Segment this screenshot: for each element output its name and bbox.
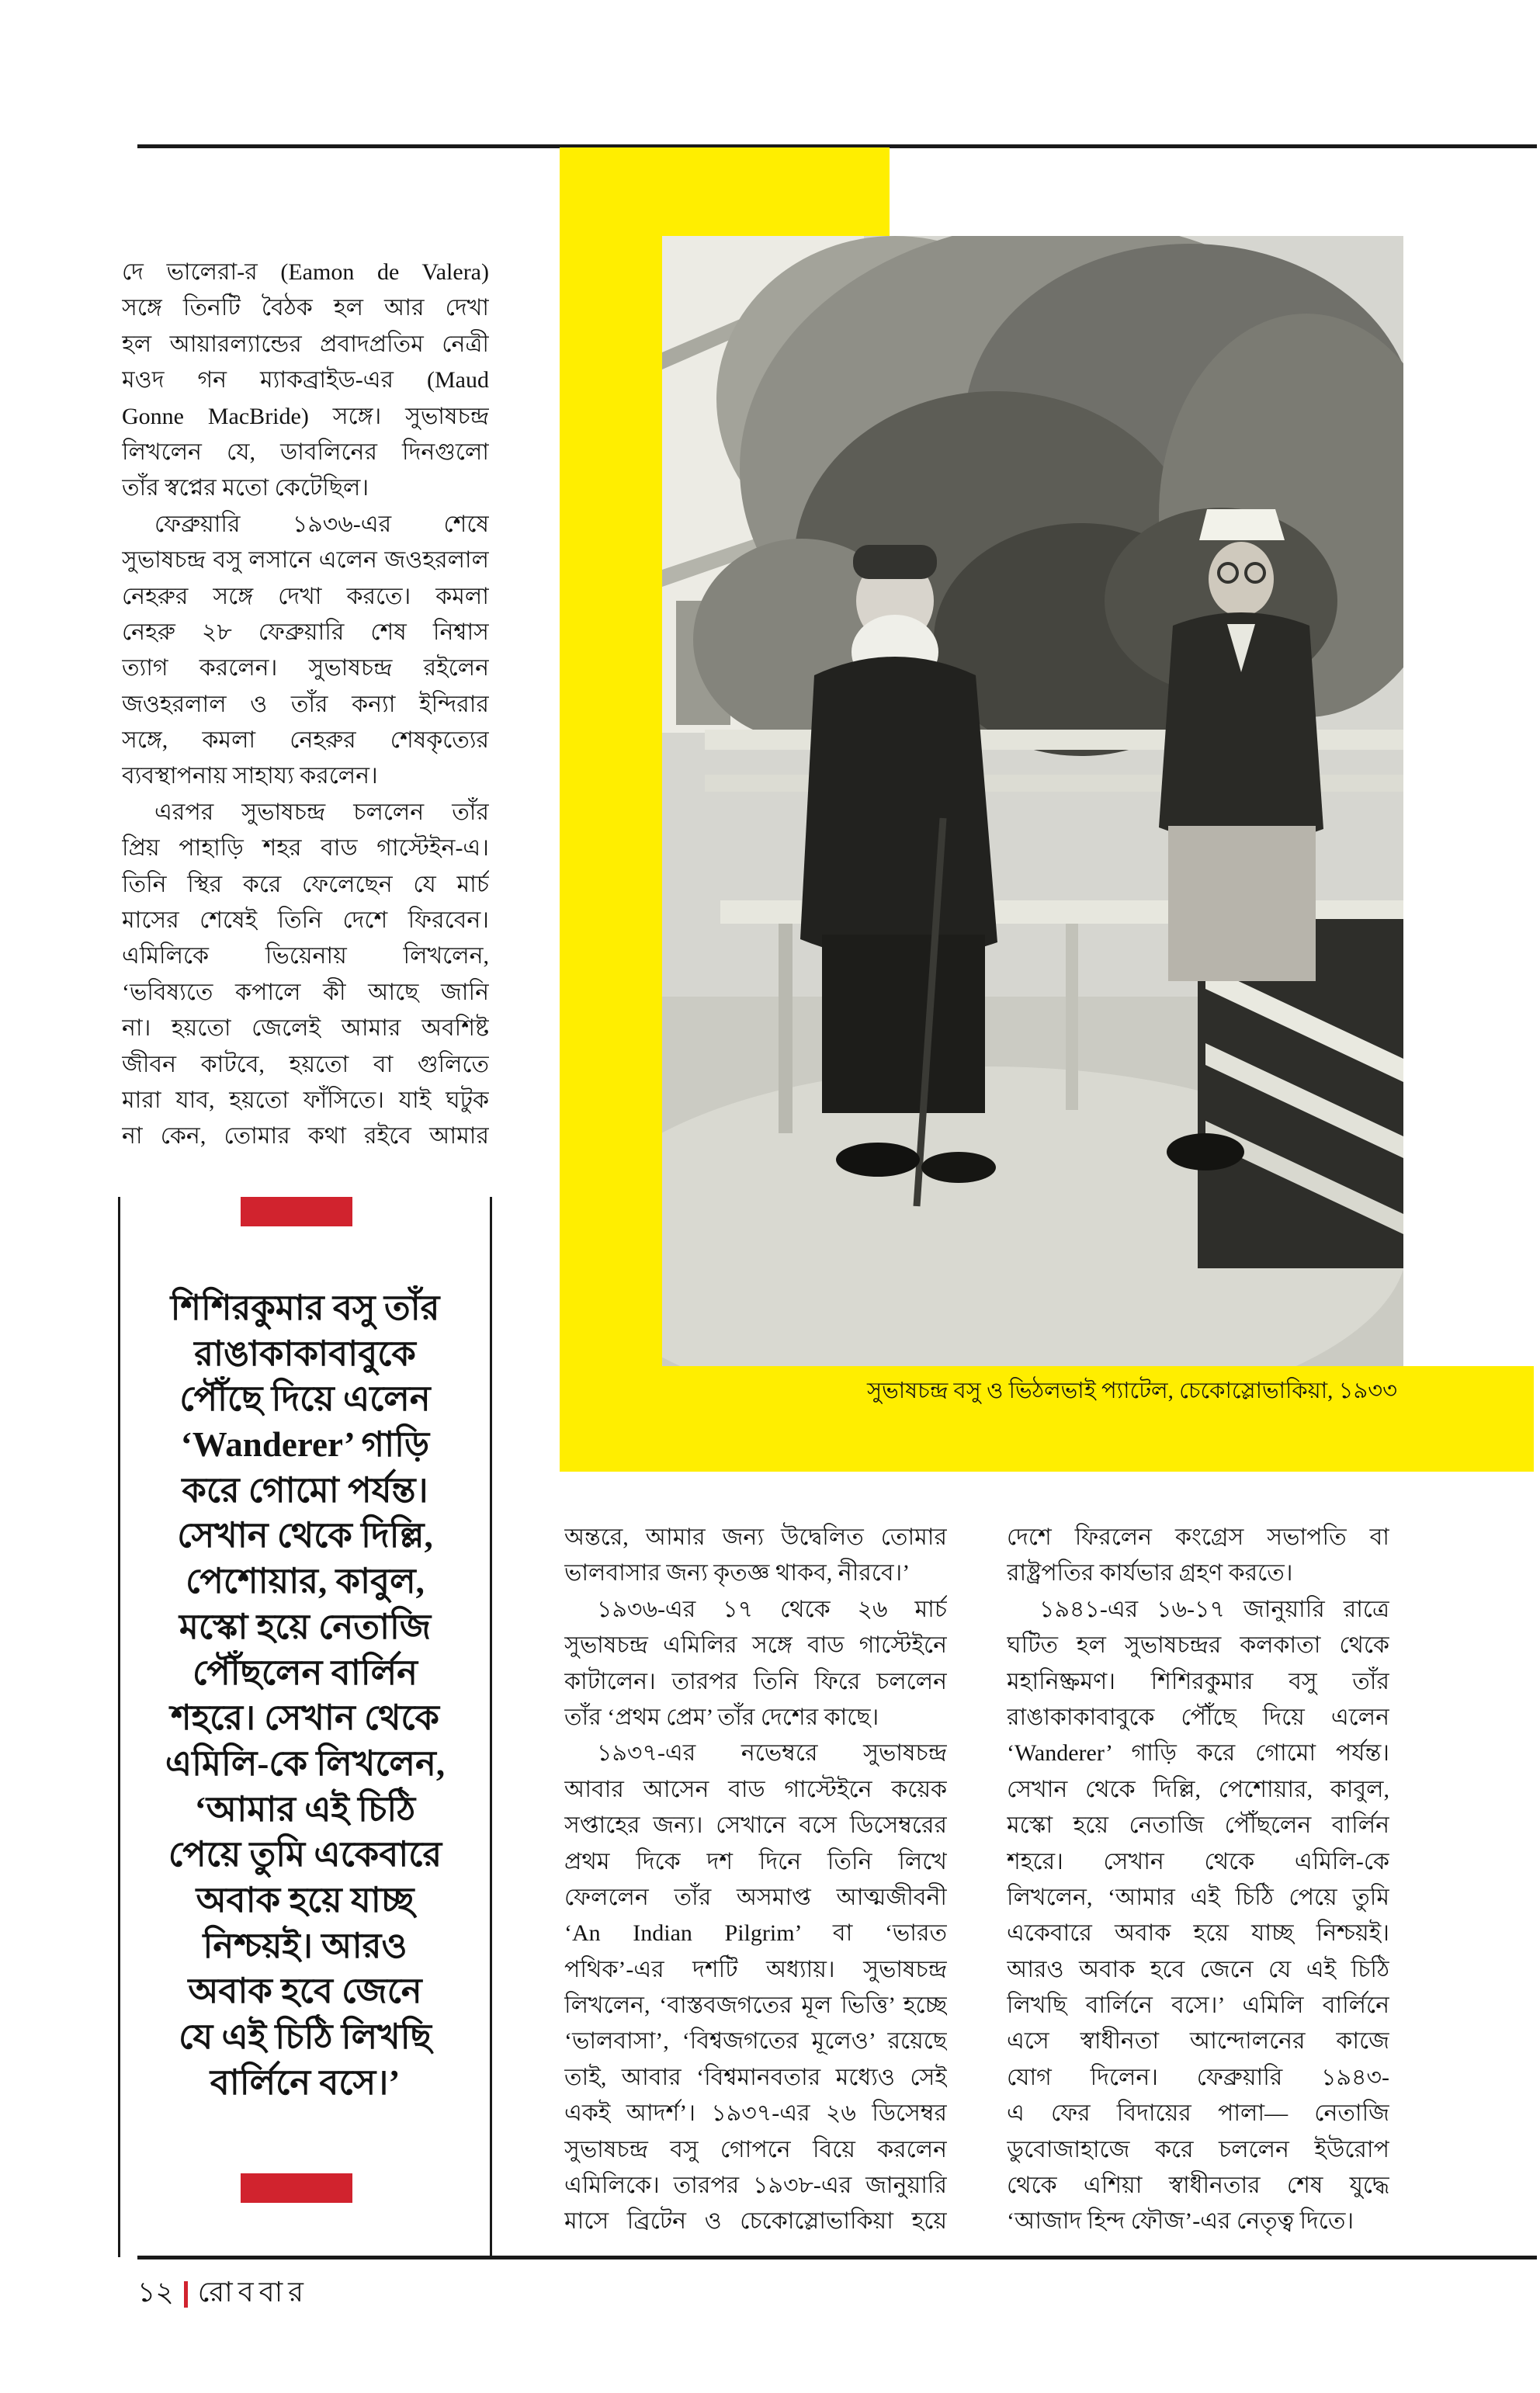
text-line: নেহরু ২৮ ফেব্রুয়ারি শেষ নিশ্বাস	[122, 619, 489, 645]
text-line: প্রিয় পাহাড়ি শহর বাড গাস্টেইন-এ।	[122, 835, 489, 862]
text-line: সুভাষচন্দ্র বসু গোপনে বিয়ে করলেন	[564, 2136, 947, 2162]
text-line: ১৯৩৭-এর নভেম্বরে সুভাষচন্দ্র	[597, 1740, 947, 1767]
photo	[662, 236, 1403, 1366]
text-line: ‘An Indian Pilgrim’ বা ‘ভারত	[564, 1920, 947, 1947]
article-column-left	[122, 255, 489, 1155]
text-line: ‘ভবিষ্যতে কপালে কী আছে জানি	[122, 979, 489, 1005]
photo-caption: সুভাষচন্দ্র বসু ও ভিঠলভাই প্যাটেল, চেকোস্লোভাকিয়া, ১৯৩৩	[867, 1379, 1397, 1403]
text-line: এমিলিকে ভিয়েনায় লিখলেন,	[122, 943, 489, 969]
text-line: এমিলি-কে লিখলেন,	[165, 1743, 446, 1783]
text-line: জীবন কাটবে, হয়তো বা গুলিতে	[122, 1051, 489, 1077]
text-line: ‘Wanderer’ গাড়ি করে গোমো পর্যন্ত।	[1007, 1740, 1389, 1767]
text-line: না। হয়তো জেলেই আমার অবশিষ্ট	[122, 1015, 489, 1042]
text-line: যে এই চিঠি লিখছি	[179, 2017, 432, 2056]
text-line: থেকে এশিয়া স্বাধীনতার শেষ যুদ্ধে	[1007, 2173, 1389, 2199]
text-line: রাষ্ট্রপতির কার্যভার গ্রহণ করতে।	[1007, 1560, 1293, 1587]
text-line: পথিক’-এর দশটি অধ্যায়। সুভাষচন্দ্র	[564, 1956, 947, 1982]
text-line: আবার আসেন বাড গাস্টেইনে কয়েক	[564, 1776, 947, 1802]
text-line: শহরে। সেখান থেকে এমিলি-কে	[1007, 1848, 1389, 1875]
text-line: ভালবাসার জন্য কৃতজ্ঞ থাকব, নীরবে।’	[564, 1560, 910, 1587]
text-line: শিশিরকুমার বসু তাঁর	[170, 1288, 440, 1327]
footer-red-separator	[184, 2281, 188, 2308]
text-line: পেশোয়ার, কাবুল,	[186, 1562, 425, 1601]
footer-rule	[137, 2256, 1537, 2259]
pull-quote-bottom-red-bar	[241, 2173, 352, 2203]
text-line: ১৯৪১-এর ১৬-১৭ জানুয়ারি রাত্রে	[1039, 1596, 1389, 1622]
text-line: ফেললেন তাঁর অসমাপ্ত আত্মজীবনী	[564, 1884, 947, 1910]
text-line: কাটালেন। তারপর তিনি ফিরে চললেন	[564, 1668, 947, 1694]
text-line: লিখছি বার্লিনে বসে।’ এমিলি বার্লিনে	[1007, 1992, 1389, 2019]
text-line: অন্তরে, আমার জন্য উদ্বেলিত তোমার	[564, 1524, 947, 1550]
text-line: না কেন, তোমার কথা রইবে আমার	[122, 1123, 489, 1150]
text-line: সঙ্গে তিনটি বৈঠক হল আর দেখা	[122, 295, 489, 321]
text-line: পেয়ে তুমি একেবারে	[168, 1835, 442, 1875]
text-line: মওদ গন ম্যাকব্রাইড-এর (Maud	[122, 367, 489, 394]
text-line: রাঙাকাকাবাবুকে	[194, 1333, 416, 1373]
text-line: ‘Wanderer’ গাড়ি	[180, 1425, 430, 1465]
pull-quote-left-rule	[118, 1197, 120, 2257]
text-line: মস্কো হয়ে নেতাজি পৌঁছলেন বার্লিন	[1007, 1812, 1389, 1839]
text-line: এরপর সুভাষচন্দ্র চললেন তাঁর	[154, 799, 489, 825]
text-line: ১৯৩৬-এর ১৭ থেকে ২৬ মার্চ	[597, 1596, 947, 1622]
text-line: একই আদর্শ’। ১৯৩৭-এর ২৬ ডিসেম্বর	[564, 2100, 947, 2127]
text-line: এসে স্বাধীনতা আন্দোলনের কাজে	[1007, 2028, 1389, 2055]
text-line: তিনি স্থির করে ফেলেছেন যে মার্চ	[122, 871, 489, 897]
text-line: মহানিষ্ক্রমণ। শিশিরকুমার বসু তাঁর	[1007, 1668, 1389, 1694]
text-line: পৌঁছলেন বার্লিন	[192, 1653, 418, 1692]
text-line: সুভাষচন্দ্র বসু লসানে এলেন জওহরলাল	[122, 547, 489, 574]
text-line: এমিলিকে। তারপর ১৯৩৮-এর জানুয়ারি	[564, 2173, 947, 2199]
text-line: করে গোমো পর্যন্ত।	[182, 1470, 428, 1510]
pull-quote-right-rule	[490, 1197, 492, 2257]
text-line: ব্যবস্থাপনায় সাহায্য করলেন।	[122, 763, 378, 789]
magazine-name: রোববার	[197, 2277, 309, 2308]
text-line: ‘ভালবাসা’, ‘বিশ্বজগতের মূলেও’ রয়েছে	[564, 2028, 947, 2055]
text-line: সপ্তাহের জন্য। সেখানে বসে ডিসেম্বরের	[564, 1812, 947, 1839]
text-line: যোগ দিলেন। ফেব্রুয়ারি ১৯৪৩-	[1007, 2064, 1389, 2090]
text-line: বার্লিনে বসে।’	[210, 2062, 401, 2102]
text-line: ‘আজাদ হিন্দ ফৌজ’-এর নেতৃত্ব দিতে।	[1007, 2208, 1354, 2235]
text-line: প্রথম দিকে দশ দিনে তিনি লিখে	[564, 1848, 947, 1875]
text-line: জওহরলাল ও তাঁর কন্যা ইন্দিরার	[122, 691, 489, 717]
text-line: হল আয়ারল্যান্ডের প্রবাদপ্রতিম নেত্রী	[122, 331, 489, 357]
article-column-middle	[564, 1520, 947, 2240]
text-line: রাঙাকাকাবাবুকে পৌঁছে দিয়ে এলেন	[1007, 1704, 1389, 1730]
text-line: সঙ্গে, কমলা নেহরুর শেষকৃত্যের	[122, 727, 489, 754]
text-line: মস্কো হয়ে নেতাজি	[179, 1607, 432, 1646]
text-line: সেখান থেকে দিল্লি,	[177, 1516, 433, 1555]
text-line: মাসের শেষেই তিনি দেশে ফিরবেন।	[122, 907, 489, 934]
footer	[137, 2276, 309, 2313]
pull-quote	[127, 1285, 484, 2105]
text-line: অবাক হবে জেনে	[188, 1972, 422, 2011]
text-line: লিখলেন, ‘বাস্তবজগতের মূল ভিত্তি’ হচ্ছে	[564, 1992, 947, 2019]
text-line: একেবারে অবাক হয়ে যাচ্ছ নিশ্চয়ই।	[1007, 1920, 1389, 1947]
text-line: তাঁর ‘প্রথম প্রেম’ তাঁর দেশের কাছে।	[564, 1704, 879, 1730]
text-line: Gonne MacBride) সঙ্গে। সুভাষচন্দ্র	[122, 403, 489, 429]
text-line: মারা যাব, হয়তো ফাঁসিতে। যাই ঘটুক	[122, 1087, 489, 1113]
text-line: নেহরুর সঙ্গে দেখা করতে। কমলা	[122, 583, 489, 609]
text-line: ঘটিত হল সুভাষচন্দ্রর কলকাতা থেকে	[1007, 1632, 1389, 1659]
text-line: ফেব্রুয়ারি ১৯৩৬-এর শেষে	[154, 511, 489, 537]
text-line: অবাক হয়ে যাচ্ছ	[196, 1880, 414, 1920]
page-number: ১২	[137, 2277, 174, 2308]
text-line: দেশে ফিরলেন কংগ্রেস সভাপতি বা	[1007, 1524, 1389, 1550]
text-line: তাঁর স্বপ্নের মতো কেটেছিল।	[122, 475, 369, 501]
text-line: লিখলেন, ‘আমার এই চিঠি পেয়ে তুমি	[1007, 1884, 1389, 1910]
article-column-right	[1007, 1520, 1389, 2240]
text-line: তাই, আবার ‘বিশ্বমানবতার মধ্যেও সেই	[564, 2064, 947, 2090]
text-line: সুভাষচন্দ্র এমিলির সঙ্গে বাড গাস্টেইনে	[564, 1632, 947, 1659]
text-line: সেখান থেকে দিল্লি, পেশোয়ার, কাবুল,	[1007, 1776, 1389, 1802]
text-line: ‘আমার এই চিঠি	[194, 1789, 416, 1829]
text-line: দে ভালেরা-র (Eamon de Valera)	[122, 259, 489, 285]
text-line: লিখলেন যে, ডাবলিনের দিনগুলো	[122, 439, 489, 465]
bench-photo-illustration	[662, 236, 1403, 1366]
text-line: ত্যাগ করলেন। সুভাষচন্দ্র রইলেন	[122, 655, 489, 681]
text-line: নিশ্চয়ই। আরও	[203, 1926, 408, 1965]
text-line: মাসে ব্রিটেন ও চেকোস্লোভাকিয়া হয়ে	[564, 2208, 947, 2235]
pull-quote-top-red-bar	[241, 1197, 352, 1226]
text-line: এ ফের বিদায়ের পালা— নেতাজি	[1007, 2100, 1389, 2127]
text-line: পৌঁছে দিয়ে এলেন	[179, 1379, 431, 1419]
text-line: আরও অবাক হবে জেনে যে এই চিঠি	[1007, 1956, 1389, 1982]
text-line: ডুবোজাহাজে করে চললেন ইউরোপ	[1007, 2136, 1389, 2162]
text-line: শহরে। সেখান থেকে	[170, 1698, 440, 1738]
